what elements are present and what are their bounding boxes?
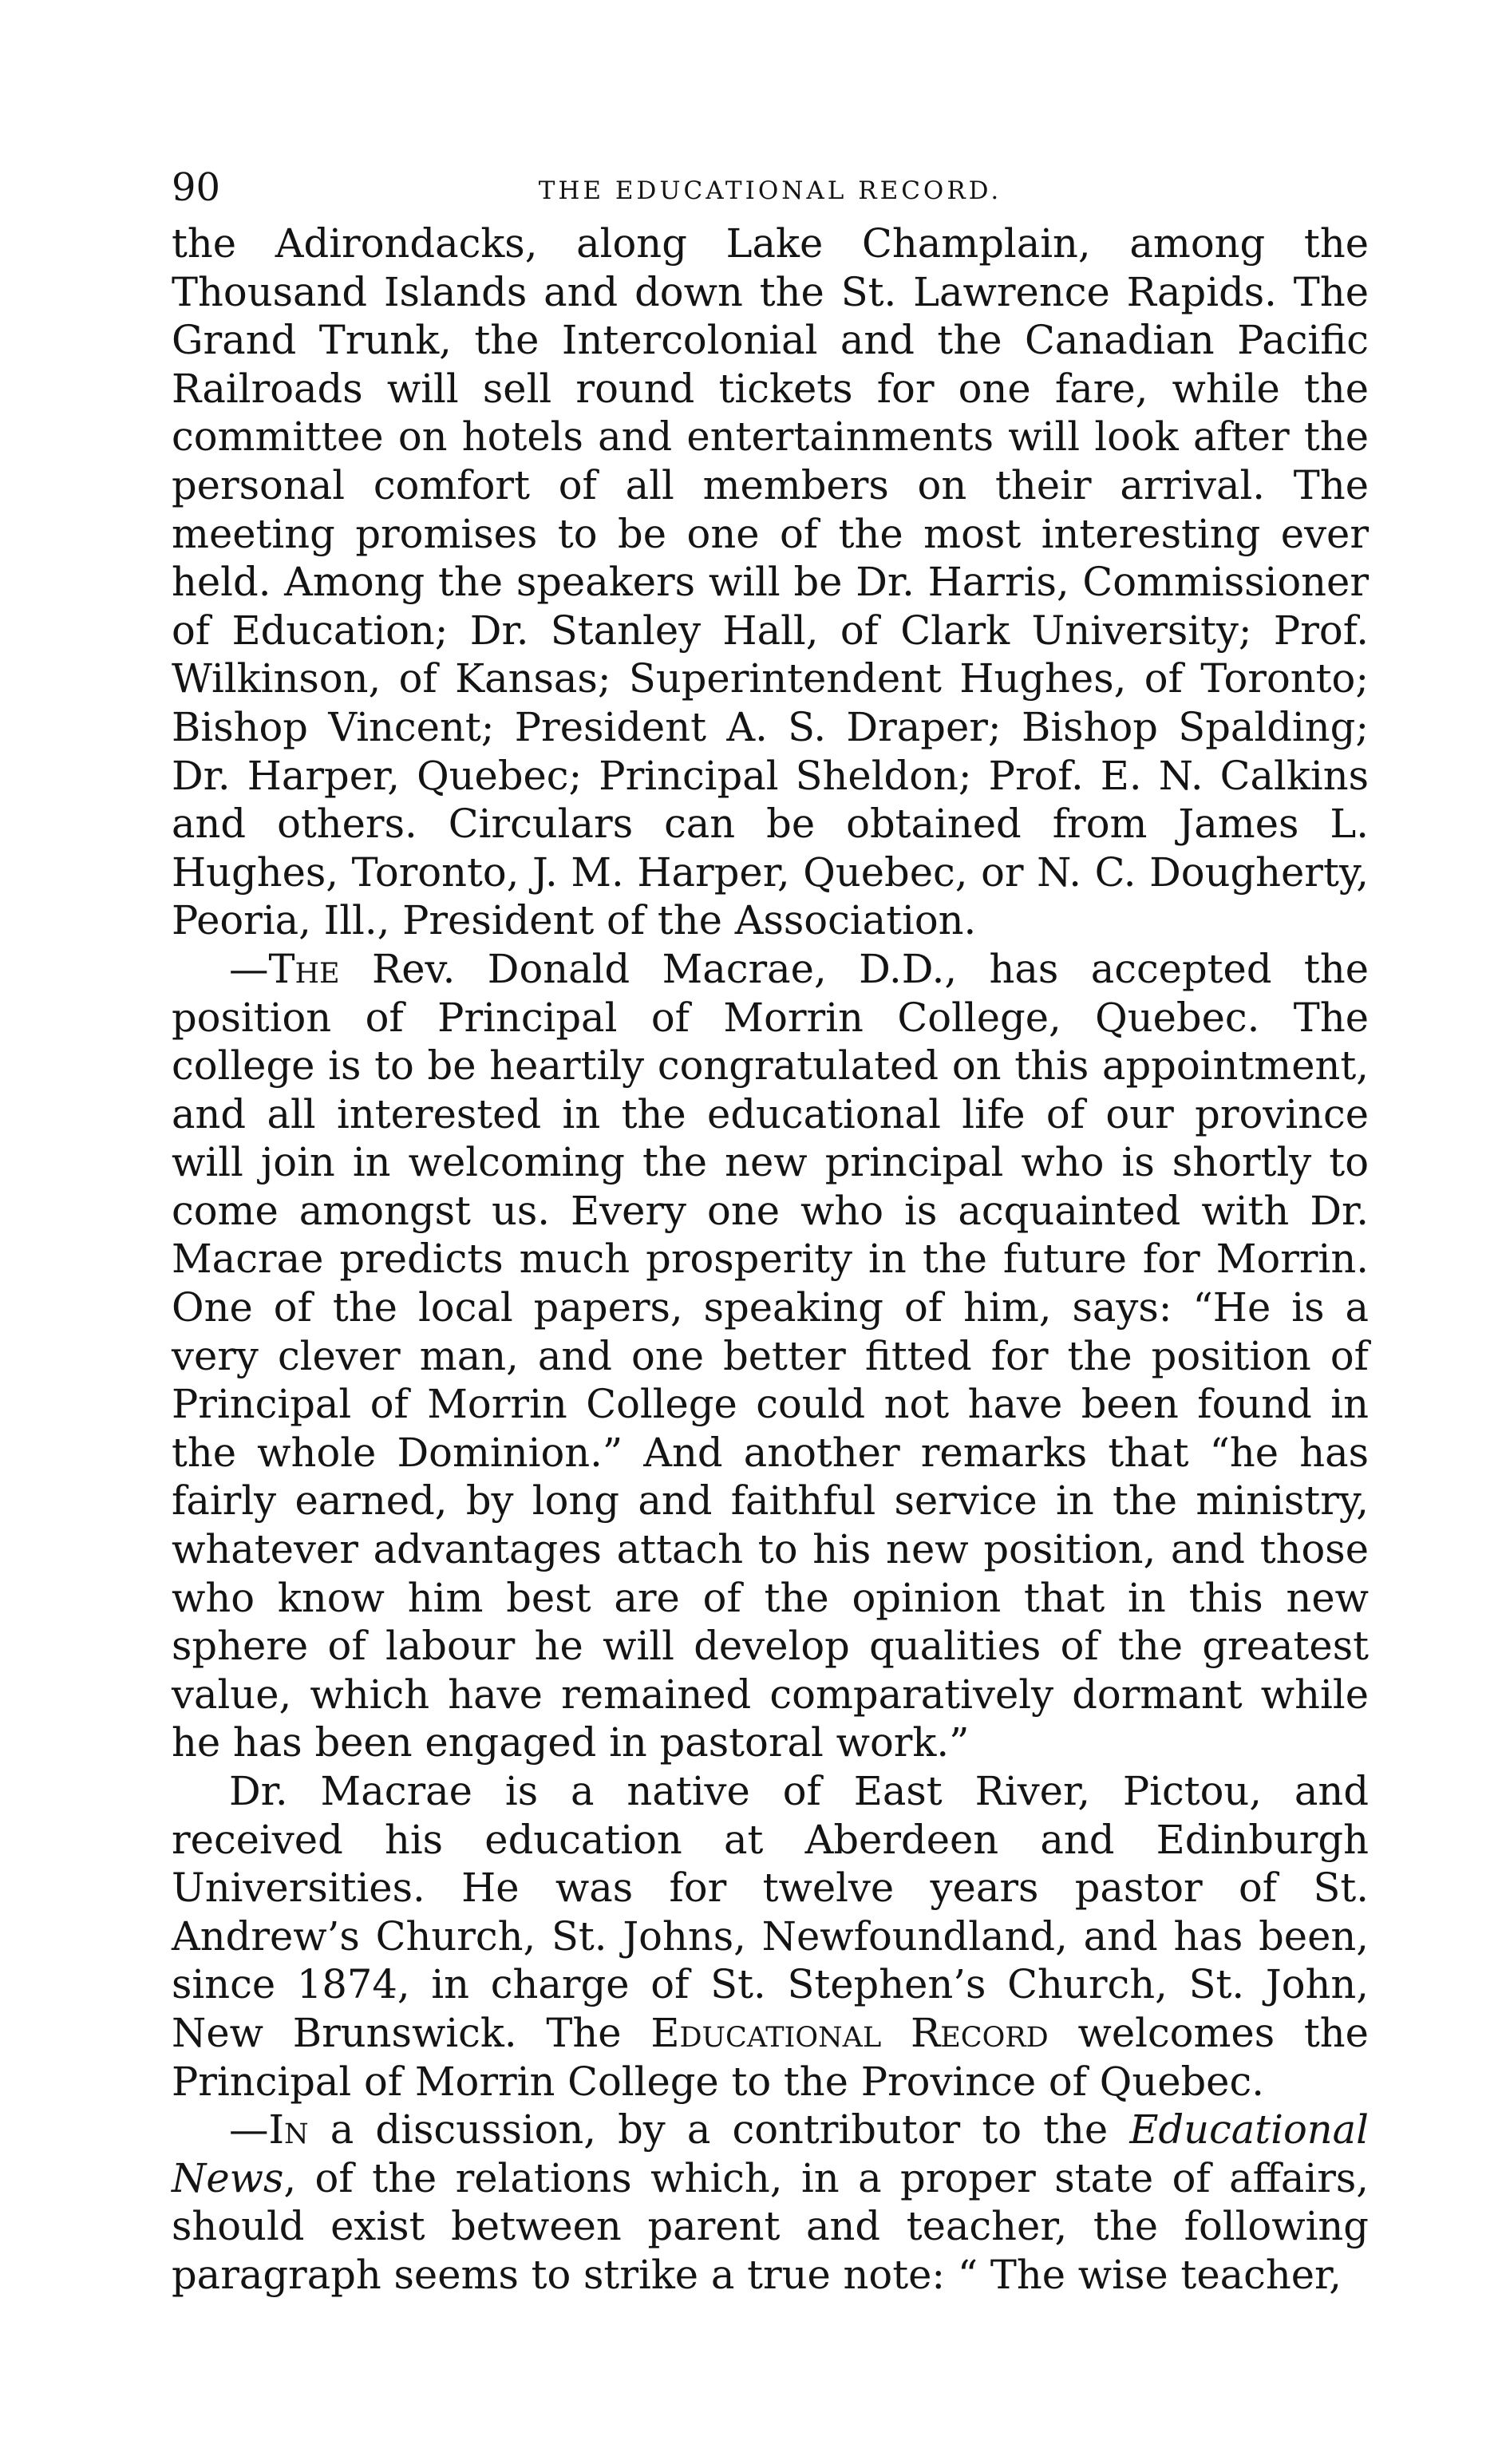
article-body	[172, 220, 1369, 2300]
paragraph-lead-in: —In	[229, 2106, 309, 2154]
paragraph-macrae-appointment	[172, 945, 1369, 1767]
paragraph-text: welcomes the Principal of Morrin College to the Province of Quebec.	[172, 2009, 1369, 2105]
paragraph-text: Rev. Donald Macrae, D.D., has accepted the position of Principal of Morrin College, Quebec. The college is to be heartily congratulated on this appointment, and all interested in the educational life of our province will join in welcoming the new principal who is shortly to come amongst us. Every one who is acquainted with Dr. Macrae predicts much prosperity in the future for Morrin. One of the local papers, speaking of him, says: “He is a very clever man, and one better fitted for the position of Principal of Morrin College could not have been found in the whole Dominion.” And another remarks that “he has fairly earned, by long and faithful service in the ministry, whatever advantages attach to his new position, and those who know him best are of the opinion that in this new sphere of labour he will develop qualities of the greatest value, which have remained comparatively dormant while he has been engaged in pastoral work.”	[172, 945, 1369, 1766]
paragraph-convention-announcement	[172, 220, 1369, 945]
paragraph-macrae-biography	[172, 1767, 1369, 2106]
paragraph-text: the Adirondacks, along Lake Champlain, among the Thousand Islands and down the St. Lawrence Rapids. The Grand Trunk, the Intercolonial and the Canadian Pacific Railroads will sell round tickets for one fare, while the committee on hotels and entertainments will look after the personal comfort of all members on their arrival. The meeting promises to be one of the most interesting ever held. Among the speakers will be Dr. Harris, Commissioner of Education; Dr. Stanley Hall, of Clark University; Prof. Wilkinson, of Kansas; Superintendent Hughes, of Toronto; Bishop Vincent; President A. S. Draper; Bishop Spalding; Dr. Harper, Quebec; Principal Sheldon; Prof. E. N. Calkins and others. Circulars can be obtained from James L. Hughes, Toronto, J. M. Harper, Quebec, or N. C. Dougherty, Peoria, Ill., President of the Association.	[172, 220, 1369, 944]
paragraph-text: , of the relations which, in a proper state of affairs, should exist between parent and teacher, the following paragraph seems to strike a true note: “ The wise teacher,	[172, 2154, 1369, 2298]
book-page	[172, 164, 1369, 2399]
paragraph-lead-in: —The	[229, 945, 340, 992]
page-number: 90	[172, 165, 221, 210]
page-header	[172, 164, 1369, 220]
journal-title: Educational Record	[650, 2009, 1049, 2056]
periodical-title: Educational News	[172, 2106, 1369, 2201]
paragraph-text: a discussion, by a contributor to the	[308, 2106, 1130, 2154]
paragraph-parent-teacher	[172, 2106, 1369, 2299]
running-head: THE EDUCATIONAL RECORD.	[538, 176, 1002, 205]
paragraph-text: Dr. Macrae is a native of East River, Pictou, and received his education at Aberdeen and Edinburgh Universities. He was for twelve years pastor of St. Andrew’s Church, St. Johns, Newfoundland, and has been, since 1874, in charge of St. Stephen’s Church, St. John, New Brunswick. The	[172, 1768, 1369, 2056]
